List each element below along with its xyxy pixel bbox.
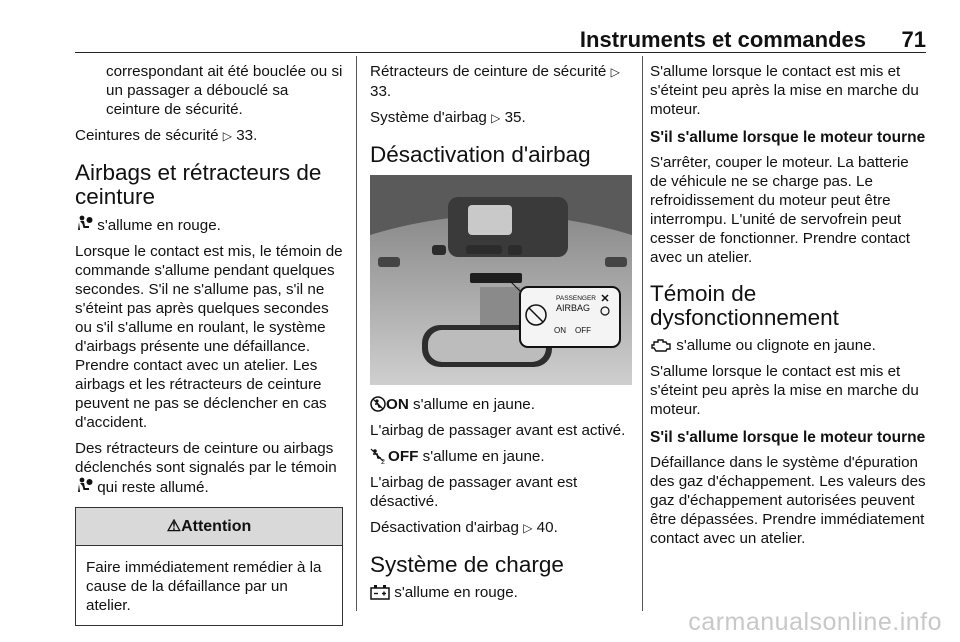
reference-seatbelts	[75, 126, 343, 146]
page-number: 71	[901, 27, 926, 52]
panel-line2: AIRBAG	[556, 303, 591, 313]
paragraph-airbag-description: Lorsque le contact est mis, le témoin de commande s'allume pendant quelques secondes. S'il ne s'allume pas, s'il ne s'éteint pas après quelques secondes ou s'il s'allume en roulant, le système d'airbags présente une défaillance. Prendre contact avec un atelier. Les airbags et les rétracteurs de ceinture peuvent ne pas se déclencher en cas d'accident.	[75, 243, 343, 431]
engine-icon	[650, 337, 672, 353]
reference-text: Système d'airbag	[370, 109, 487, 126]
airbag-warning-icon	[75, 477, 93, 495]
reference-text: Rétracteurs de ceinture de sécurité	[370, 63, 607, 80]
reference-arrow-icon: ▷	[222, 129, 232, 143]
reference-page: 33.	[236, 127, 258, 144]
attention-box	[75, 507, 343, 626]
airbag-on-text: s'allume en jaune.	[413, 396, 535, 413]
panel-on: ON	[554, 326, 566, 335]
malfunction-indicator-text: s'allume ou clignote en jaune.	[676, 337, 876, 354]
panel-line1: PASSENGER	[556, 295, 596, 302]
reference-page: 40.	[536, 519, 558, 536]
warning-triangle-icon: ⚠	[166, 518, 182, 535]
reference-page: 35.	[504, 109, 526, 126]
airbag-off-text: s'allume en jaune.	[422, 448, 545, 465]
airbag-off-description: L'airbag de passager avant est désactivé.	[370, 474, 578, 510]
airbag-on-label: ON	[386, 396, 409, 413]
column-3	[650, 62, 926, 555]
airbag-indicator-line	[75, 215, 343, 235]
column-divider-1	[356, 56, 357, 611]
watermark: carmanualsonline.info	[688, 608, 942, 636]
heading-malfunction-running: S'il s'allume lorsque le moteur tourne	[650, 429, 926, 446]
paragraph-continued: correspondant ait été bouclée ou si un passager a débouclé sa ceinture de sécurité.	[106, 63, 343, 118]
heading-airbags: Airbags et rétracteurs de ceinture	[75, 160, 322, 209]
airbag-on-line	[370, 395, 632, 414]
reference-arrow-icon: ▷	[491, 111, 501, 125]
airbag-on-icon	[370, 396, 386, 412]
reference-page: 33.	[370, 83, 392, 100]
reference-text: Désactivation d'airbag	[370, 519, 519, 536]
attention-header	[76, 508, 342, 546]
reference-airbag-system	[370, 108, 632, 128]
charging-line	[370, 583, 632, 602]
paragraph-malfunction-action: Défaillance dans le système d'épuration des gaz d'échappement. Les valeurs des gaz d'échappement autorisées peuvent être dépassées. Prendre immédiatement contact avec un atelier.	[650, 454, 926, 547]
airbag-indicator-text: s'allume en rouge.	[97, 217, 221, 234]
column-1	[75, 62, 343, 626]
attention-body: Faire immédiatement remédier à la cause de la défaillance par un atelier.	[86, 559, 322, 614]
column-2	[370, 62, 632, 609]
reference-retractors	[370, 62, 632, 101]
airbag-off-label: OFF	[388, 448, 419, 465]
reference-arrow-icon: ▷	[610, 65, 620, 79]
paragraph-triggered	[75, 439, 343, 497]
header-rule	[75, 52, 926, 53]
triggered-text-a: Des rétracteurs de ceinture ou airbags déclenchés sont signalés par le témoin	[75, 440, 337, 476]
reference-arrow-icon: ▷	[523, 521, 533, 535]
malfunction-indicator-line	[650, 336, 926, 355]
heading-charge-running: S'il s'allume lorsque le moteur tourne	[650, 129, 926, 146]
reference-deactivation	[370, 518, 632, 538]
charging-text: s'allume en rouge.	[394, 584, 518, 601]
airbag-off-line	[370, 447, 632, 466]
paragraph-charge-action: S'arrêter, couper le moteur. La batterie de véhicule ne se charge pas. Le refroidissement du moteur peut être interrompu. L'unité de servofrein peut cesser de fonctionner. Prendre contact avec un atelier.	[650, 154, 911, 266]
reference-text: Ceintures de sécurité	[75, 127, 219, 144]
svg-text:2: 2	[381, 459, 385, 464]
attention-title: Attention	[181, 518, 252, 535]
airbag-on-description: L'airbag de passager avant est activé.	[370, 422, 626, 439]
section-title: Instruments et commandes	[579, 27, 866, 52]
heading-airbag-deactivation: Désactivation d'airbag	[370, 142, 591, 167]
panel-off: OFF	[575, 326, 591, 335]
heading-charging-system: Système de charge	[370, 552, 564, 577]
paragraph-charge-on: S'allume lorsque le contact est mis et s'éteint peu après la mise en marche du moteur.	[650, 63, 919, 118]
overhead-console-photo	[370, 175, 632, 385]
airbag-warning-icon	[75, 215, 93, 233]
heading-malfunction: Témoin de dysfonctionnement	[650, 281, 839, 330]
page-header	[0, 0, 960, 56]
battery-icon	[370, 584, 390, 600]
airbag-off-icon	[370, 448, 388, 464]
paragraph-malfunction-on: S'allume lorsque le contact est mis et s'éteint peu après la mise en marche du moteur.	[650, 363, 919, 418]
column-divider-2	[642, 56, 643, 611]
triggered-text-b: qui reste allumé.	[97, 479, 209, 496]
